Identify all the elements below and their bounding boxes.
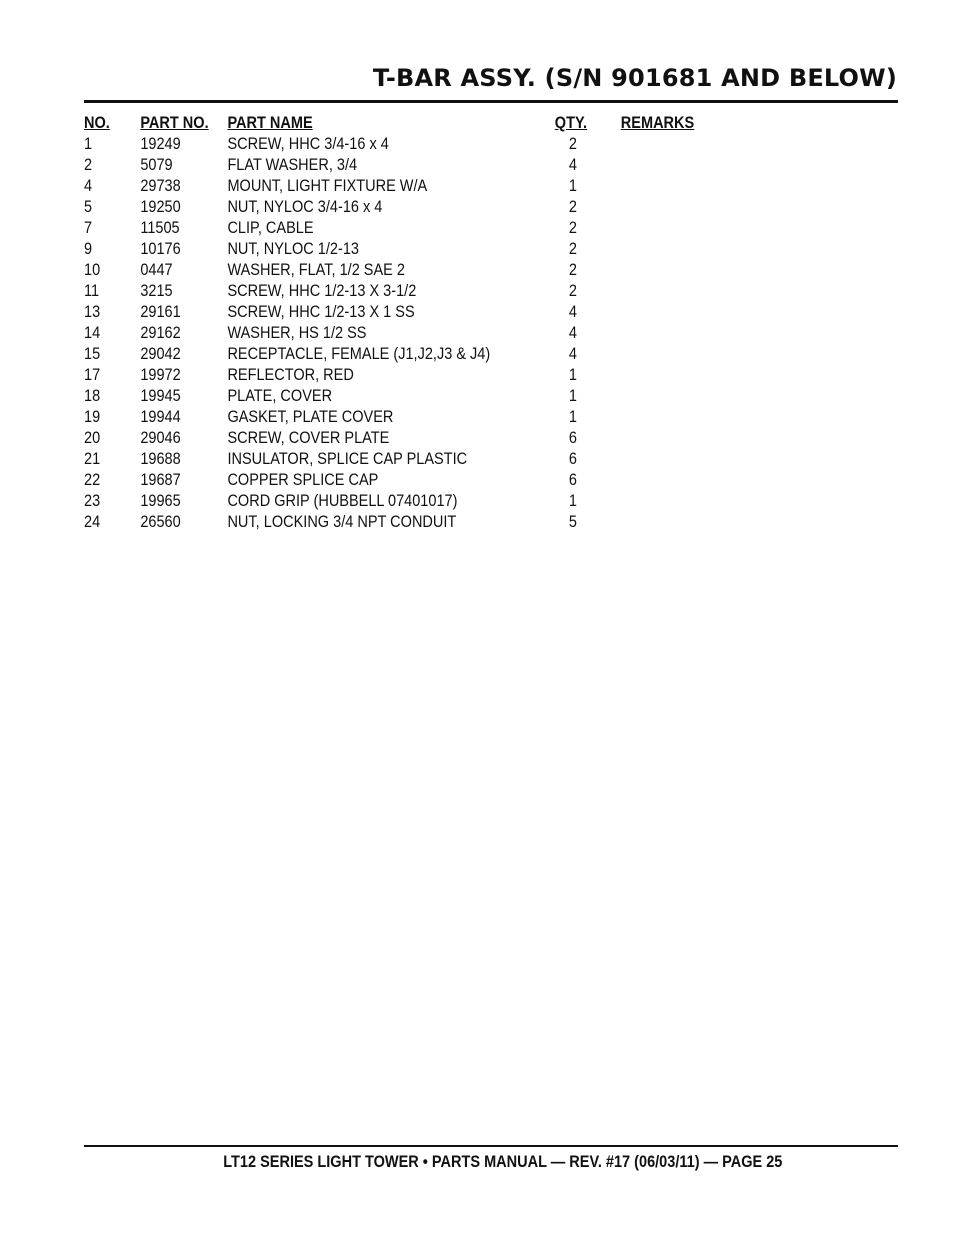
cell-part-name: CORD GRIP (HUBBELL 07401017) (227, 492, 458, 510)
cell-no: 22 (84, 471, 101, 489)
cell-part-no: 19944 (140, 408, 181, 426)
cell-part-name: SCREW, HHC 1/2-13 X 1 SS (227, 303, 415, 321)
cell-part-name: NUT, LOCKING 3/4 NPT CONDUIT (227, 513, 457, 531)
cell-qty: 6 (568, 471, 577, 489)
cell-part-name: FLAT WASHER, 3/4 (227, 156, 358, 174)
header-part-name: PART NAME (227, 114, 313, 132)
header-remarks: REMARKS (620, 114, 695, 132)
cell-remarks (621, 344, 727, 365)
table-row (84, 428, 726, 449)
cell-part-name: SCREW, HHC 3/4-16 x 4 (227, 135, 389, 153)
cell-qty: 2 (568, 261, 577, 279)
cell-part-name: SCREW, HHC 1/2-13 X 3-1/2 (227, 282, 417, 300)
cell-qty: 1 (568, 177, 577, 195)
cell-remarks (621, 197, 727, 218)
cell-no: 9 (84, 240, 93, 258)
cell-no: 7 (84, 219, 93, 237)
table-row (84, 407, 726, 428)
table-row (84, 281, 726, 302)
cell-part-no: 5079 (140, 156, 173, 174)
cell-remarks (621, 491, 727, 512)
cell-part-name: NUT, NYLOC 3/4-16 x 4 (227, 198, 383, 216)
cell-qty: 1 (568, 492, 577, 510)
cell-no: 24 (84, 513, 101, 531)
cell-qty: 6 (568, 429, 577, 447)
cell-part-no: 26560 (140, 513, 181, 531)
table-row (84, 197, 726, 218)
cell-part-no: 19688 (140, 450, 181, 468)
cell-qty: 1 (568, 387, 577, 405)
table-row (84, 365, 726, 386)
cell-remarks (621, 239, 727, 260)
cell-part-no: 19965 (140, 492, 181, 510)
cell-qty: 2 (568, 240, 577, 258)
cell-part-no: 29046 (140, 429, 181, 447)
cell-remarks (621, 323, 727, 344)
parts-table-body (84, 134, 726, 533)
table-row (84, 323, 726, 344)
cell-no: 17 (84, 366, 101, 384)
cell-qty: 1 (568, 366, 577, 384)
table-row (84, 449, 726, 470)
cell-part-name: WASHER, HS 1/2 SS (227, 324, 367, 342)
cell-part-no: 19250 (140, 198, 181, 216)
cell-remarks (621, 428, 727, 449)
table-row (84, 176, 726, 197)
cell-part-no: 19687 (140, 471, 181, 489)
cell-no: 15 (84, 345, 101, 363)
cell-part-no: 29161 (140, 303, 181, 321)
cell-remarks (621, 176, 727, 197)
cell-no: 11 (84, 282, 100, 300)
cell-remarks (621, 302, 727, 323)
table-row (84, 344, 726, 365)
cell-remarks (621, 281, 727, 302)
cell-qty: 2 (568, 198, 577, 216)
cell-qty: 4 (568, 156, 577, 174)
cell-remarks (621, 449, 727, 470)
page-footer: LT12 SERIES LIGHT TOWER • PARTS MANUAL — REV. #17 (06/03/11) — PAGE 25 (222, 1153, 782, 1171)
cell-remarks (621, 218, 727, 239)
cell-part-name: COPPER SPLICE CAP (227, 471, 379, 489)
cell-no: 1 (84, 135, 93, 153)
cell-no: 19 (84, 408, 101, 426)
cell-qty: 4 (568, 324, 577, 342)
cell-no: 4 (84, 177, 93, 195)
cell-no: 21 (84, 450, 101, 468)
cell-part-no: 10176 (140, 240, 181, 258)
cell-part-no: 29042 (140, 345, 181, 363)
cell-part-name: SCREW, COVER PLATE (227, 429, 390, 447)
cell-no: 23 (84, 492, 101, 510)
table-row (84, 470, 726, 491)
cell-qty: 4 (568, 303, 577, 321)
cell-part-no: 3215 (140, 282, 173, 300)
table-row (84, 218, 726, 239)
cell-remarks (621, 260, 727, 281)
cell-part-no: 11505 (140, 219, 180, 237)
cell-remarks (621, 155, 727, 176)
table-row (84, 260, 726, 281)
cell-part-name: CLIP, CABLE (227, 219, 314, 237)
cell-no: 14 (84, 324, 101, 342)
cell-qty: 1 (568, 408, 577, 426)
table-row (84, 512, 726, 533)
cell-part-no: 29738 (140, 177, 181, 195)
cell-no: 13 (84, 303, 101, 321)
cell-qty: 5 (568, 513, 577, 531)
cell-no: 10 (84, 261, 101, 279)
cell-part-no: 29162 (140, 324, 181, 342)
cell-part-no: 19972 (140, 366, 181, 384)
header-qty: QTY. (554, 114, 588, 132)
cell-qty: 4 (568, 345, 577, 363)
table-row (84, 155, 726, 176)
cell-no: 18 (84, 387, 101, 405)
page-title: T-BAR ASSY. (S/N 901681 AND BELOW) (372, 64, 897, 92)
table-header-row (84, 113, 726, 134)
cell-part-name: PLATE, COVER (227, 387, 333, 405)
title-divider (84, 100, 898, 103)
cell-remarks (621, 512, 727, 533)
cell-qty: 6 (568, 450, 577, 468)
header-part-no: PART NO. (140, 114, 209, 132)
cell-no: 5 (84, 198, 93, 216)
cell-remarks (621, 386, 727, 407)
cell-qty: 2 (568, 219, 577, 237)
table-row (84, 386, 726, 407)
cell-part-name: MOUNT, LIGHT FIXTURE W/A (227, 177, 428, 195)
cell-part-no: 19249 (140, 135, 181, 153)
table-row (84, 302, 726, 323)
header-no: NO. (84, 114, 110, 132)
cell-qty: 2 (568, 135, 577, 153)
cell-part-name: RECEPTACLE, FEMALE (J1,J2,J3 & J4) (227, 345, 491, 363)
cell-remarks (621, 365, 727, 386)
parts-table (84, 113, 726, 533)
cell-remarks (621, 134, 727, 155)
cell-remarks (621, 470, 727, 491)
cell-no: 20 (84, 429, 101, 447)
cell-no: 2 (84, 156, 93, 174)
table-row (84, 239, 726, 260)
table-row (84, 134, 726, 155)
cell-part-name: REFLECTOR, RED (227, 366, 354, 384)
cell-part-name: GASKET, PLATE COVER (227, 408, 394, 426)
cell-qty: 2 (568, 282, 577, 300)
cell-part-no: 19945 (140, 387, 181, 405)
cell-remarks (621, 407, 727, 428)
cell-part-name: INSULATOR, SPLICE CAP PLASTIC (227, 450, 468, 468)
table-row (84, 491, 726, 512)
cell-part-name: WASHER, FLAT, 1/2 SAE 2 (227, 261, 405, 279)
cell-part-no: 0447 (140, 261, 173, 279)
cell-part-name: NUT, NYLOC 1/2-13 (227, 240, 359, 258)
footer-divider (84, 1145, 898, 1147)
